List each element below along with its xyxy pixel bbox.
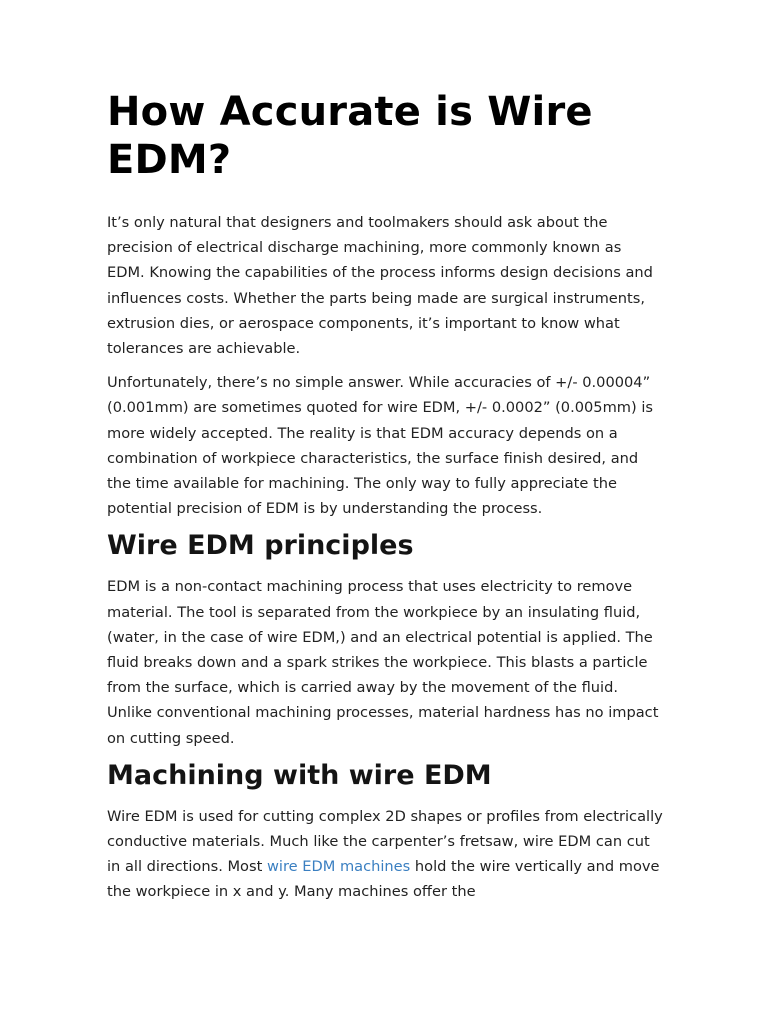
intro-paragraph-1: It’s only natural that designers and toolmakers should ask about the precision of electrical discharge machining, more commonly known as EDM. Knowing the capabilities of the process informs design decisions and influences costs. Whether the parts being made are surgical instruments, extrusion dies, or aerospace components, it’s important to know what tolerances are achievable. <box>107 214 653 358</box>
machining-text-before-link: Wire EDM is used for cutting complex 2D shapes or profiles from electrically conductive materials. Much like the carpenter’s fretsaw, wire EDM can cut in all directions. Most <box>107 807 663 876</box>
wire-edm-machines-link[interactable]: wire EDM machines <box>266 858 411 876</box>
machining-text-after-link: hold the wire vertically and move the workpiece in x and y. Many machines offer the <box>107 858 660 901</box>
intro-paragraph-2: Unfortunately, there’s no simple answer. While accuracies of +/- 0.00004” (0.001mm) are sometimes quoted for wire EDM, +/- 0.0002” (0.005mm) is more widely accepted. The reality is that EDM accuracy depends on a combination of workpiece characteristics, the surface finish desired, and the time available for machining. The only way to fully appreciate the potential precision of EDM is by understanding the process. <box>107 374 653 518</box>
machining-paragraph <box>107 804 663 905</box>
section-heading-machining: Machining with wire EDM <box>107 759 492 791</box>
article <box>107 88 663 914</box>
section-heading-principles: Wire EDM principles <box>107 530 414 562</box>
principles-paragraph: EDM is a non-contact machining process that uses electricity to remove material. The tool is separated from the workpiece by an insulating fluid, (water, in the case of wire EDM,) and an electrical potential is applied. The fluid breaks down and a spark strikes the workpiece. This blasts a particle from the surface, which is carried away by the movement of the fluid. Unlike conventional machining processes, material hardness has no impact on cutting speed. <box>107 578 659 747</box>
article-title: How Accurate is Wire EDM? <box>107 89 593 183</box>
